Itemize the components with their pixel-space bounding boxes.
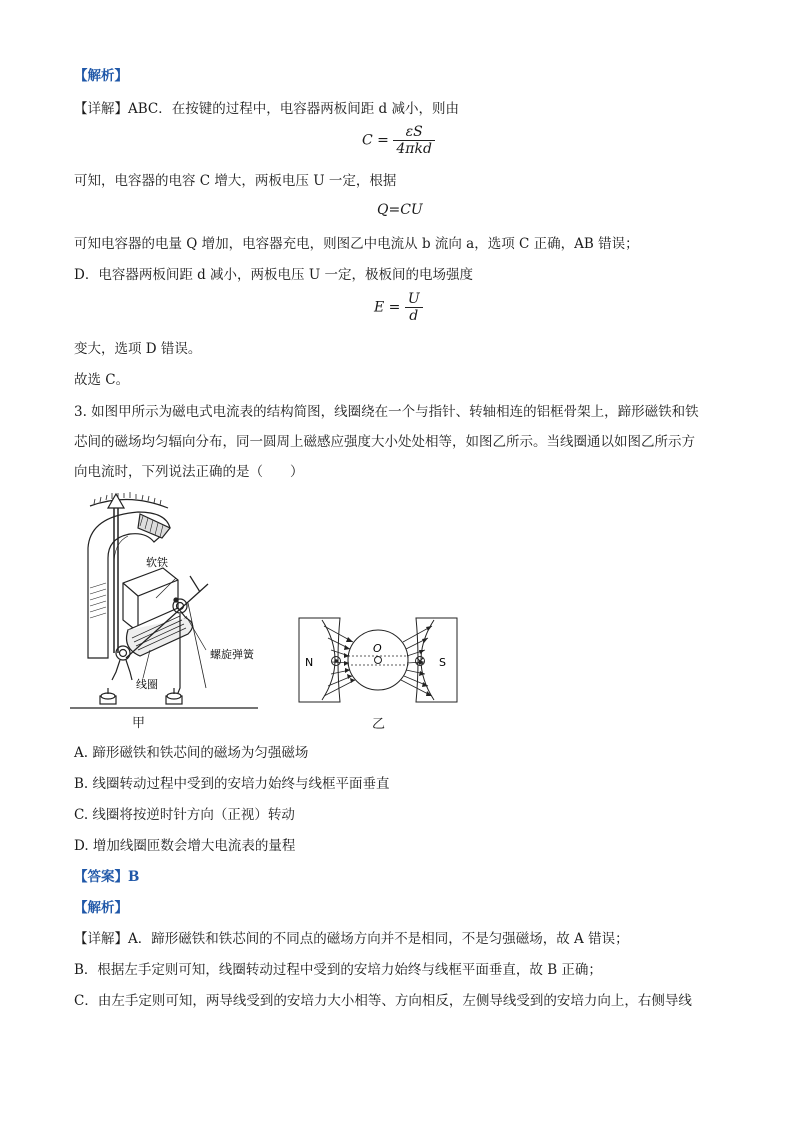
question-3-line-1: 3. 如图甲所示为磁电式电流表的结构简图，线圈绕在一个与指针、转轴相连的铝框骨架上，蹄形磁铁和铁 [74,404,699,420]
eq3-denominator: d [409,308,419,324]
label-center-o: O [373,642,382,655]
option-a: A. 蹄形磁铁和铁芯间的磁场为匀强磁场 [74,745,309,761]
equation-capacitance [362,124,435,157]
figure-yi-radial-field [298,616,458,706]
question-3-line-3: 向电流时，下列说法正确的是（ ） [74,464,304,480]
eq3-fraction [405,291,423,324]
eq1-numerator: εS [393,124,435,141]
eq3-numerator: U [405,291,423,308]
detail-line-1: 【详解】ABC．在按键的过程中，电容器两板间距 d 减小，则由 [74,101,459,117]
eq1-fraction [393,124,435,157]
becomes-larger-line: 变大，选项 D 错误。 [74,341,202,357]
know-line-1: 可知，电容器的电容 C 增大，两板电压 U 一定，根据 [74,173,397,189]
eq1-lhs: C = [362,132,389,149]
detail-line-2: 【详解】A．蹄形磁铁和铁芯间的不同点的磁场方向并不是相同，不是匀强磁场，故 A 错误； [74,931,629,947]
label-north-pole: N [305,656,314,669]
eq3-lhs: E = [374,299,401,316]
option-d: D. 增加线圈匝数会增大电流表的量程 [74,838,296,854]
label-spiral-spring: 螺旋弹簧 [210,648,254,661]
question-3-line-2: 芯间的磁场均匀辐向分布，同一圆周上磁感应强度大小处处相等，如图乙所示。当线圈通以如图乙所示方 [74,434,695,450]
label-south-pole: S [439,656,446,669]
conclusion-line-1: 故选 C。 [74,372,130,388]
figure-yi-caption: 乙 [372,717,386,732]
know-line-2: 可知电容器的电量 Q 增加，电容器充电，则图乙中电流从 b 流向 a，选项 C 正确，AB 错误； [74,236,639,252]
option-d-analysis: D．电容器两板间距 d 减小，两板电压 U 一定，极板间的电场强度 [74,267,474,283]
analysis-heading-1: 【解析】 [74,68,128,84]
analysis-heading-2: 【解析】 [74,900,128,916]
figure-jia-caption: 甲 [132,716,146,731]
figure-jia-galvanometer [68,488,278,718]
label-coil: 线圈 [136,678,158,691]
eq1-denominator: 4πkd [396,141,432,157]
option-b-analysis: B．根据左手定则可知，线圈转动过程中受到的安培力始终与线框平面垂直，故 B 正确； [74,962,602,978]
label-soft-iron: 软铁 [146,556,168,569]
option-b: B. 线圈转动过程中受到的安培力始终与线框平面垂直 [74,776,390,792]
option-c: C. 线圈将按逆时针方向（正视）转动 [74,807,295,823]
answer-heading: 【答案】B [74,869,140,885]
equation-charge: Q=CU [377,202,423,218]
option-c-analysis: C．由左手定则可知，两导线受到的安培力大小相等、方向相反，左侧导线受到的安培力向上，右侧导线 [74,993,692,1009]
equation-field [374,291,423,324]
